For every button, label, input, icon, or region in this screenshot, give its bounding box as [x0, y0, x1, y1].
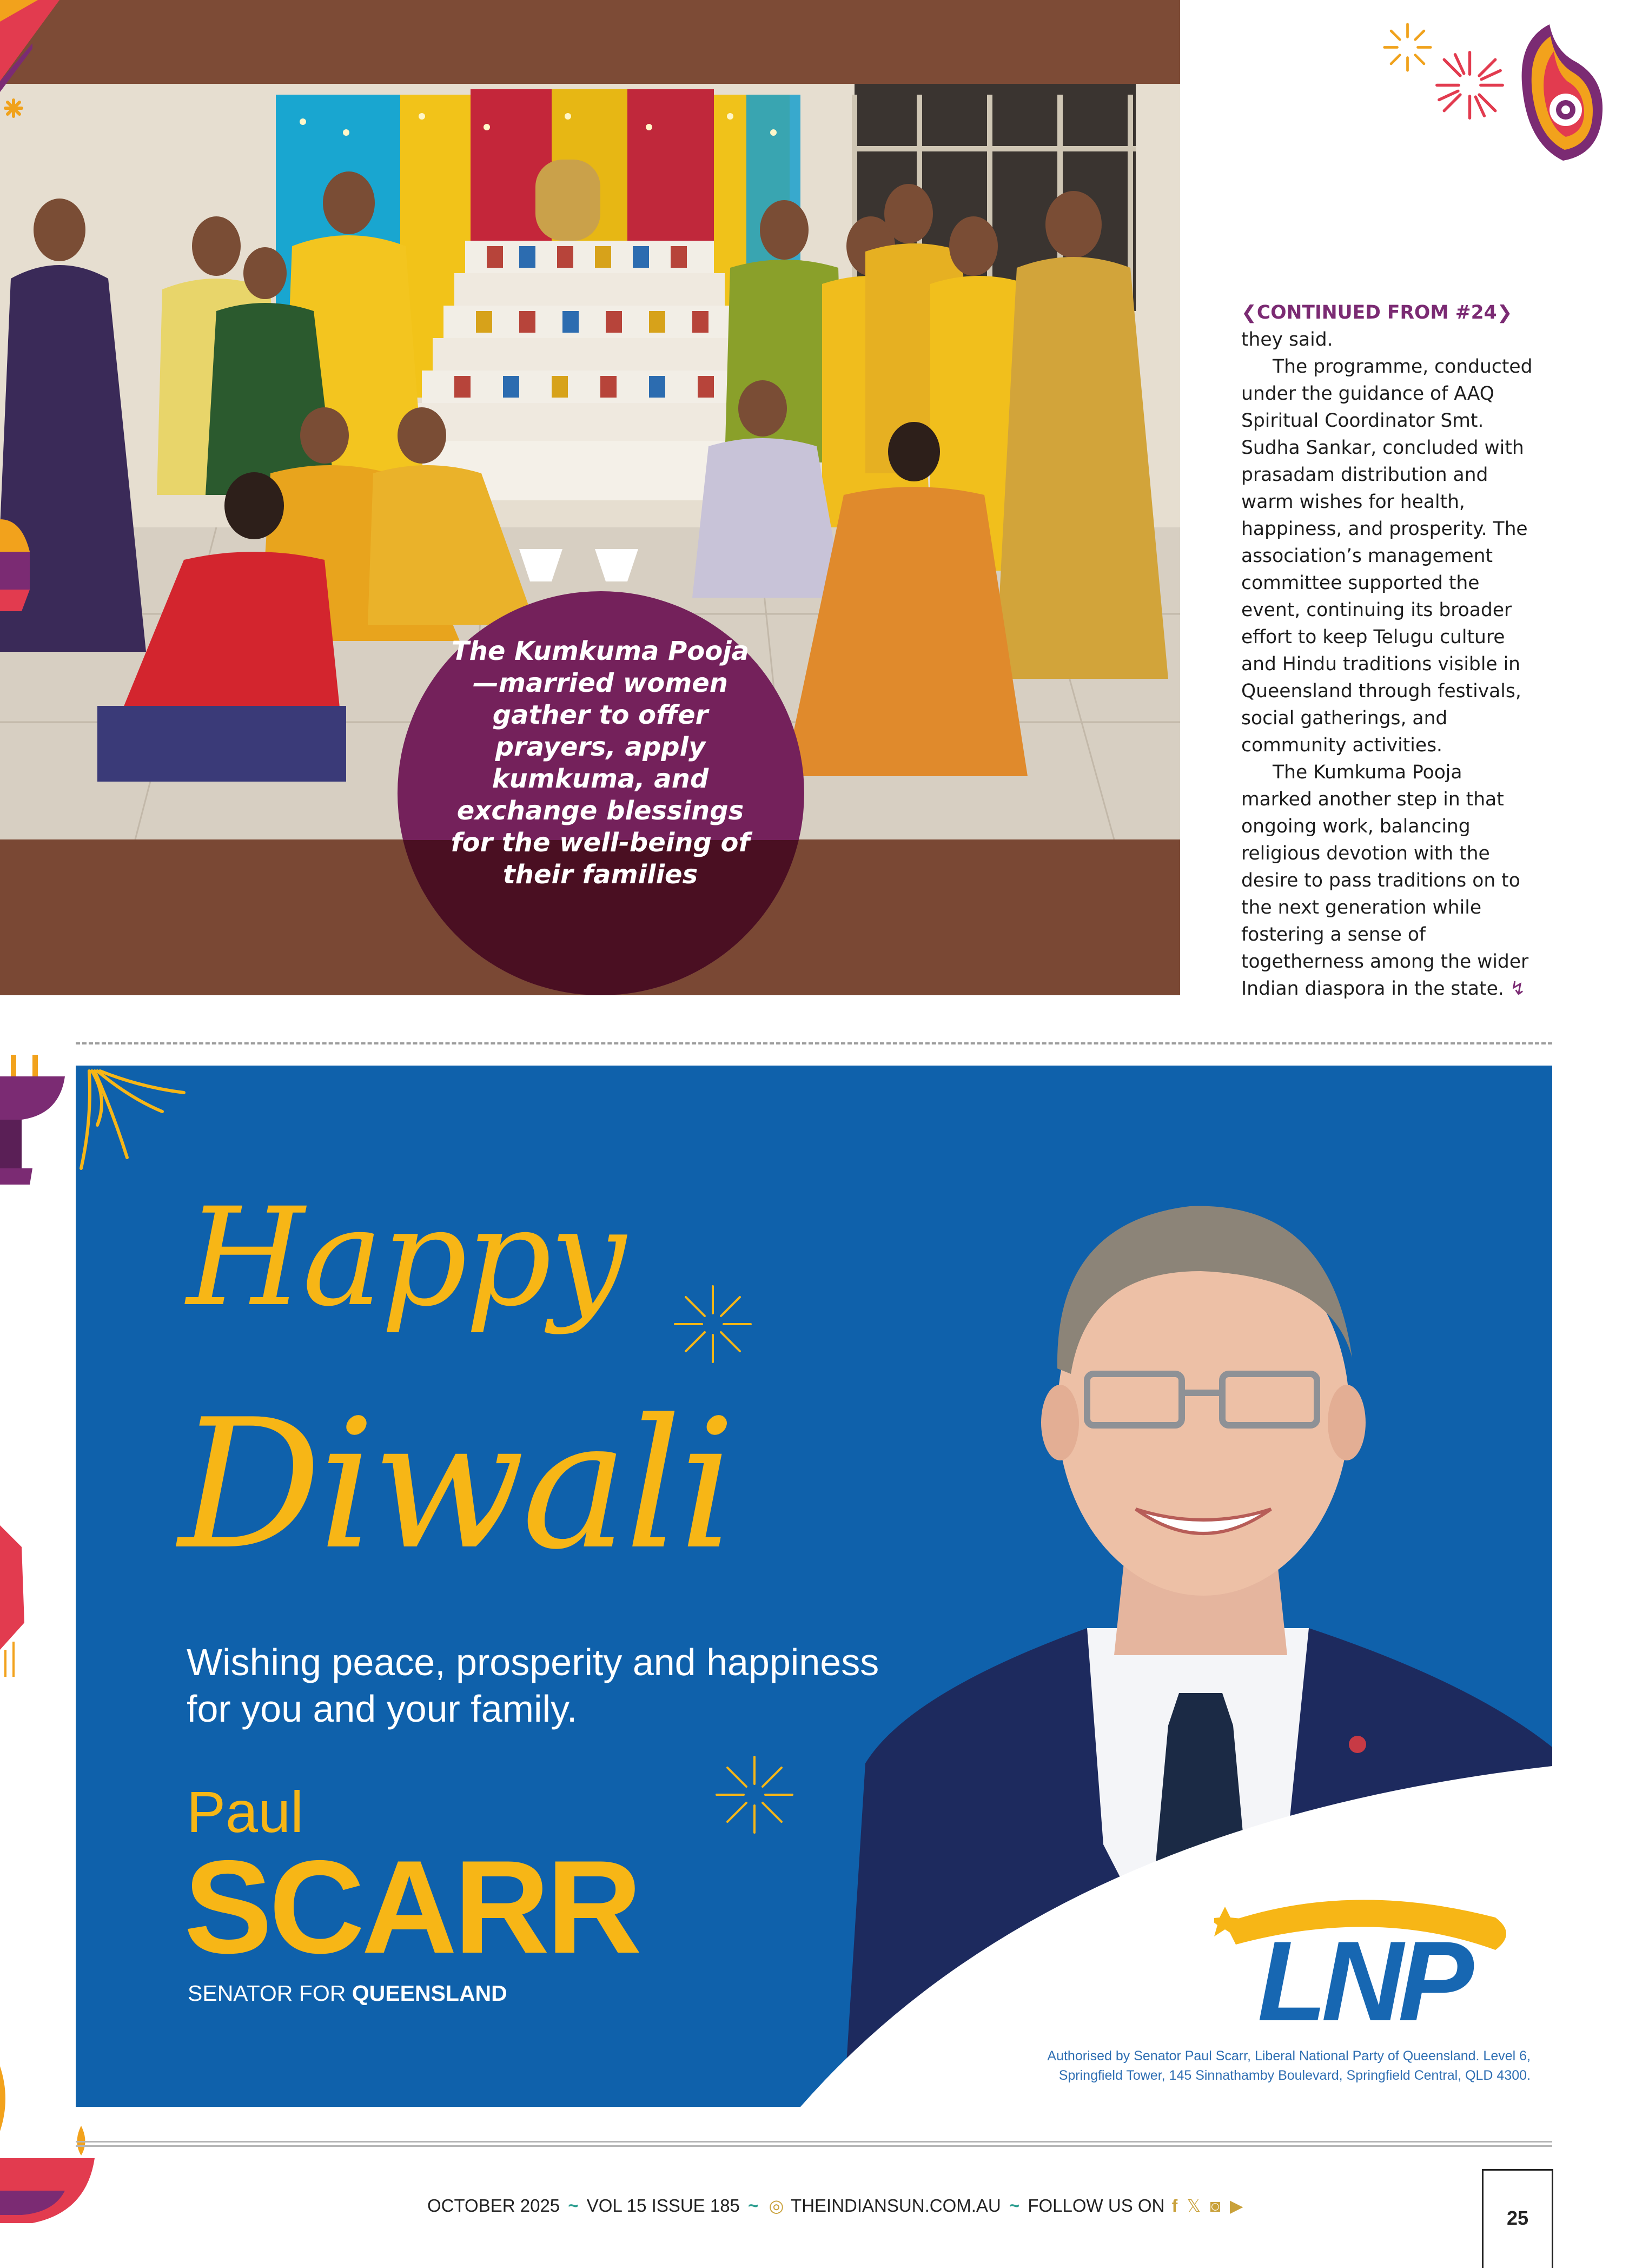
facebook-icon[interactable]: f	[1171, 2196, 1178, 2216]
senator-first-name: Paul	[187, 1779, 304, 1844]
x-icon[interactable]: 𝕏	[1187, 2196, 1201, 2216]
article-paragraph-3: The Kumkuma Pooja marked another step in that ongoing work, balancing religious devotion with the desire to pass traditions on to the next generation while fostering a sense of togetherness among the wider Indian diaspora in the state. ↯	[1241, 762, 1529, 1000]
sparkle-icon	[1382, 22, 1433, 73]
follow-label: FOLLOW US ON	[1028, 2196, 1165, 2216]
article-paragraph-2: The programme, conducted under the guidance of AAQ Spiritual Coordinator Smt. Sudha Sankar, concluded with prasadam distribution and warm wishes for health, happiness, and prosperity. The association’s management committee supported the event, continuing its broader effort to keep Telugu culture and Hindu traditions visible in Queensland through festivals, social gatherings, and community activities.	[1241, 356, 1533, 756]
rangoli-corner-icon	[0, 0, 70, 162]
happy-heading: Happy	[187, 1179, 624, 1336]
diwali-heading: Diwali	[178, 1381, 733, 1589]
separator-icon: ~	[568, 2196, 579, 2216]
article-body	[1241, 299, 1539, 1002]
website-link[interactable]: THEINDIANSUN.COM.AU	[791, 2196, 1001, 2216]
greeting-message: Wishing peace, prosperity and happiness for you and your family.	[187, 1641, 879, 1730]
diya-stand-icon	[0, 1055, 68, 1217]
footer-info	[427, 2195, 1245, 2217]
end-mark-icon: ↯	[1509, 978, 1526, 1000]
issue-volume: VOL 15 ISSUE 185	[586, 2196, 740, 2216]
hanging-lantern-icon	[0, 1515, 27, 1688]
photo-top-band	[0, 0, 1180, 84]
instagram-icon[interactable]: ◙	[1210, 2196, 1221, 2216]
globe-icon: ◎	[769, 2196, 784, 2216]
footer-divider	[76, 2141, 1552, 2143]
lantern-icon	[0, 503, 32, 633]
lnp-logo	[1214, 1885, 1517, 2031]
issue-date: OCTOBER 2025	[427, 2196, 560, 2216]
section-divider	[76, 1042, 1552, 1044]
youtube-icon[interactable]: ▶	[1229, 2196, 1243, 2216]
separator-icon: ~	[748, 2196, 759, 2216]
separator-icon: ~	[1009, 2196, 1020, 2216]
footer-divider-2	[76, 2145, 1552, 2147]
senator-last-name: SCARR	[184, 1833, 639, 1981]
senator-title: SENATOR FOR QUEENSLAND	[188, 1981, 507, 2006]
lnp-logo-text: LNP	[1257, 1917, 1468, 2031]
article-paragraph-1: ❮CONTINUED FROM #24❯ they said.	[1241, 302, 1513, 351]
continued-from-link[interactable]: ❮CONTINUED FROM #24❯	[1241, 302, 1513, 323]
authorisation-statement: Authorised by Senator Paul Scarr, Liberal National Party of Queensland. Level 6, Springfield Tower, 145 Sinnathamby Boulevard, Springfield Central, QLD 4300.	[1047, 2048, 1531, 2083]
paisley-icon	[1512, 19, 1606, 168]
page-number: 25	[1506, 2207, 1529, 2229]
photo-caption: The Kumkuma Pooja—married women gather to offer prayers, apply kumkuma, and exchange blessings for the well-being of their families	[451, 636, 750, 890]
firework-icon	[1433, 49, 1506, 122]
